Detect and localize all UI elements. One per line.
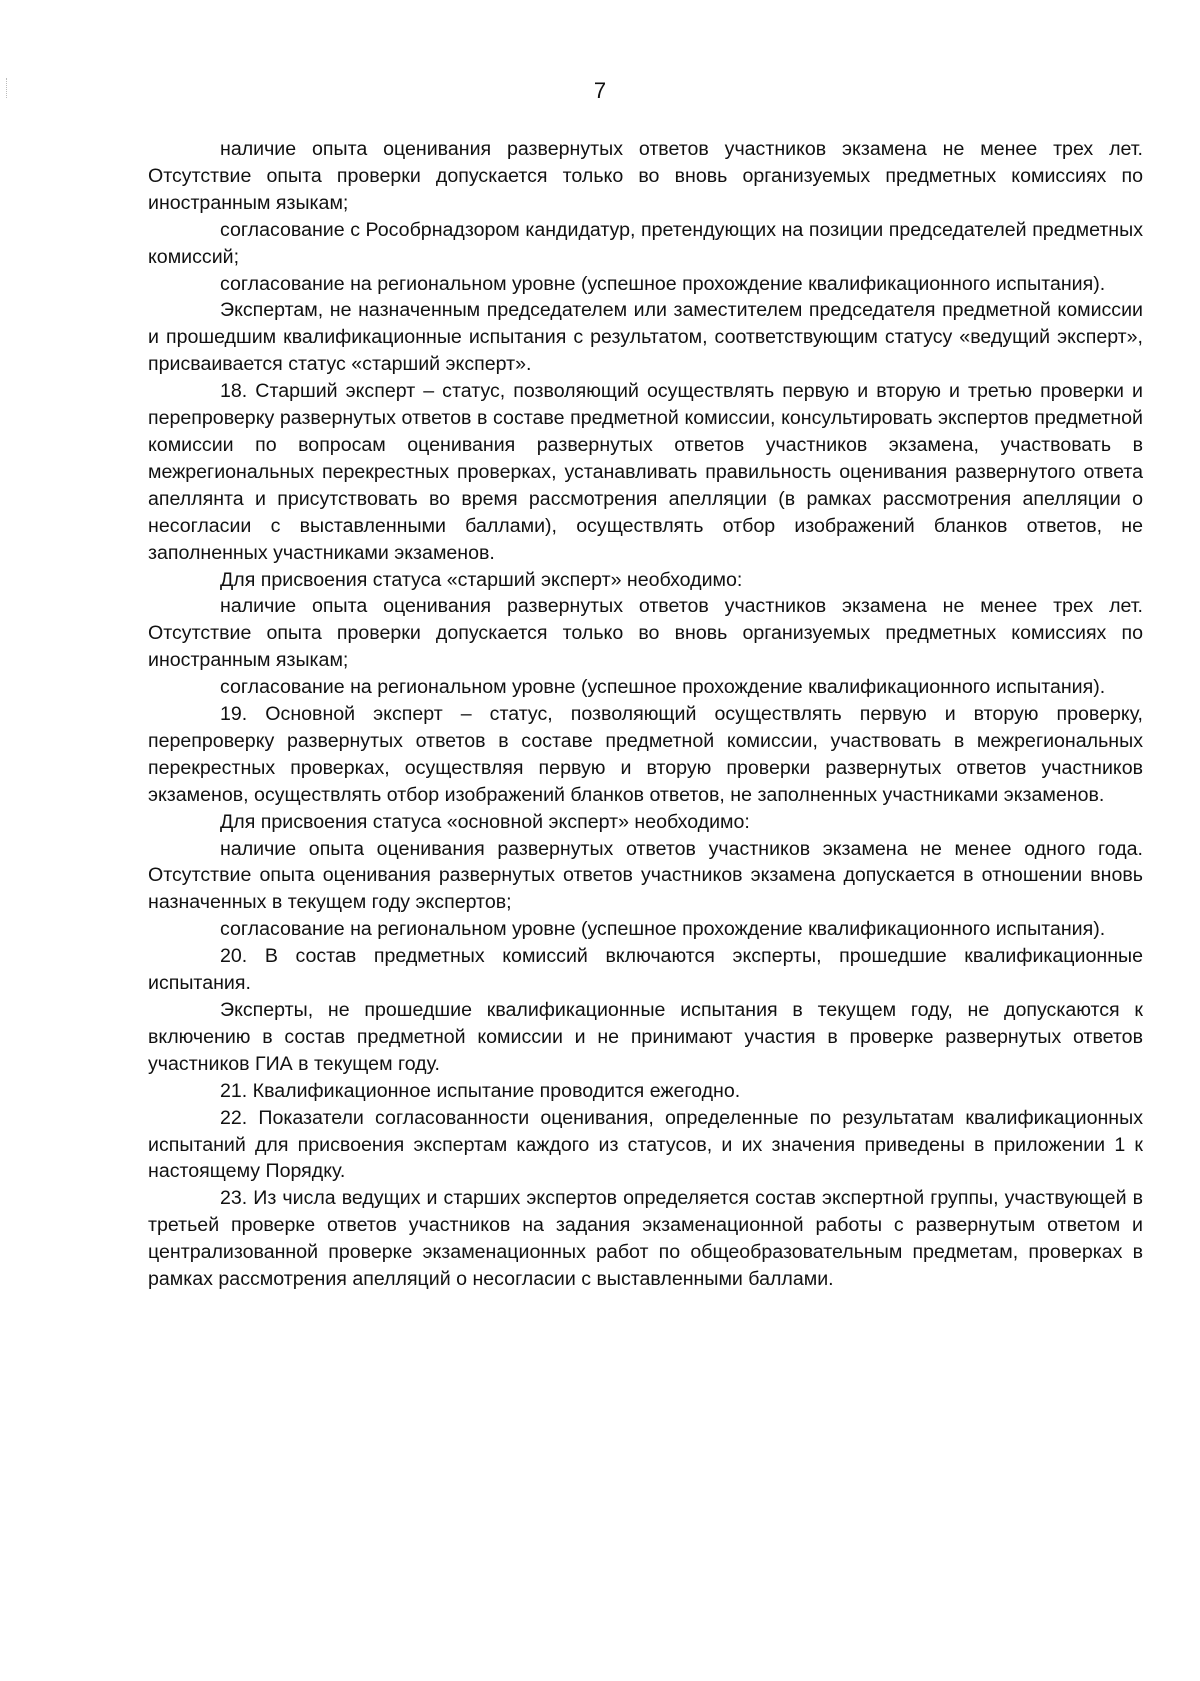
paragraph: Экспертам, не назначенным председателем или заместителем председателя предметной комиссии и прошедшим квалификационные испытания с результатом, соответствующим статусу «ведущий эксперт», присваивается статус «старший эксперт».	[148, 299, 1143, 376]
paragraph-item-20: 20. В состав предметных комиссий включаются эксперты, прошедшие квалификационные испытания.	[148, 945, 1143, 995]
paragraph-item-19: 19. Основной эксперт – статус, позволяющий осуществлять первую и вторую проверку, перепроверку развернутых ответов в составе предметной комиссии, участвовать в межрегиональных перекрестных проверках, осуществляя первую и вторую проверки развернутых ответов участников экзаменов, осуществлять отбор изображений бланков ответов, не заполненных участниками экзаменов.	[148, 703, 1143, 806]
paragraph: Эксперты, не прошедшие квалификационные испытания в текущем году, не допускаются к включению в состав предметной комиссии и не принимают участия в проверке развернутых ответов участников ГИА в текущем году.	[148, 999, 1143, 1075]
paragraph: согласование с Рособрнадзором кандидатур, претендующих на позиции председателей предметных комиссий;	[148, 218, 1143, 268]
paragraph-item-18: 18. Старший эксперт – статус, позволяющий осуществлять первую и вторую и третью проверки и перепроверку развернутых ответов в составе предметной комиссии, консультировать экспертов предметной комиссии по вопросам оценивания развернутых ответов участников экзамена, участвовать в межрегиональных перекрестных проверках, устанавливать правильность оценивания развернутого ответа апеллянта и присутствовать во время рассмотрения апелляции (в рамках рассмотрения апелляции о несогласии с выставленными баллами), осуществлять отбор изображений бланков ответов, не заполненных участниками экзаменов.	[148, 380, 1143, 564]
paragraph: согласование на региональном уровне (успешное прохождение квалификационного испытания).	[220, 676, 1106, 699]
paragraph-item-23: 23. Из числа ведущих и старших экспертов определяется состав экспертной группы, участвующей в третьей проверке ответов участников на задания экзаменационной работы с развернутым ответом и централизованной проверке экзаменационных работ по общеобразовательным предметам, проверках в рамках рассмотрения апелляций о несогласии с выставленными баллами.	[148, 1187, 1143, 1291]
paragraph: согласование на региональном уровне (успешное прохождение квалификационного испытания).	[220, 918, 1106, 941]
document-body	[148, 136, 1143, 1293]
paragraph: наличие опыта оценивания развернутых ответов участников экзамена не менее одного года. Отсутствие опыта оценивания развернутых ответов участников экзамена допускается в отношении вновь назначенных в текущем году экспертов;	[148, 837, 1143, 914]
paragraph-item-22: 22. Показатели согласованности оценивания, определенные по результатам квалификационных испытаний для присвоения экспертам каждого из статусов, и их значения приведены в приложении 1 к настоящему Порядку.	[148, 1106, 1143, 1183]
paragraph: Для присвоения статуса «старший эксперт» необходимо:	[220, 568, 743, 591]
paragraph: наличие опыта оценивания развернутых ответов участников экзамена не менее трех лет. Отсутствие опыта проверки допускается только во вновь организуемых предметных комиссиях по иностранным языкам;	[148, 595, 1143, 672]
paragraph: наличие опыта оценивания развернутых ответов участников экзамена не менее трех лет. Отсутствие опыта проверки допускается только во вновь организуемых предметных комиссиях по иностранным языкам;	[148, 138, 1143, 214]
paragraph: согласование на региональном уровне (успешное прохождение квалификационного испытания).	[220, 272, 1106, 295]
paragraph-item-21: 21. Квалификационное испытание проводится ежегодно.	[220, 1079, 741, 1102]
paragraph: Для присвоения статуса «основной эксперт» необходимо:	[220, 810, 750, 833]
page-number: 7	[593, 78, 607, 103]
